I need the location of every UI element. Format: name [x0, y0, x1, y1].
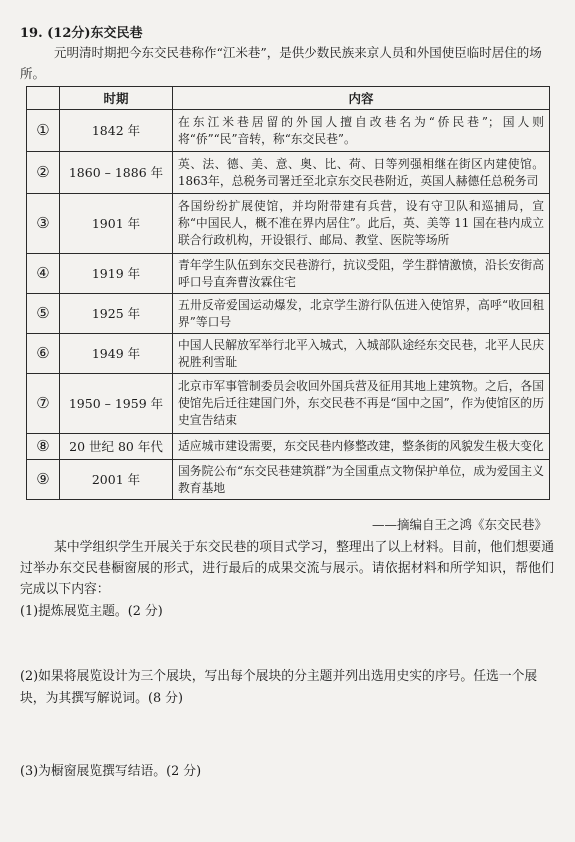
row-period: 1842 年 — [60, 110, 173, 152]
table-row — [27, 460, 550, 500]
row-period: 1949 年 — [60, 334, 173, 374]
source-citation: ——摘编自王之鸿《东交民巷》 — [371, 517, 547, 532]
row-content: 五卅反帝爱国运动爆发，北京学生游行队伍进入使馆界，高呼“收回租界”等口号 — [173, 294, 550, 334]
table-header-row — [27, 87, 550, 110]
header-content: 内容 — [173, 87, 550, 110]
subquestion-3: (3)为橱窗展览撰写结语。(2 分) — [20, 764, 202, 779]
row-period: 1901 年 — [60, 194, 173, 254]
row-content: 在东江米巷居留的外国人擅自改巷名为“侨民巷”；国人则将“侨”“民”音转，称“东交民巷”。 — [173, 110, 550, 152]
row-number: ④ — [27, 254, 60, 294]
question-intro: 元明清时期把今东交民巷称作“江米巷”，是供少数民族来京人员和外国使臣临时居住的场所。 — [20, 45, 542, 81]
row-content: 各国纷纷扩展使馆，并均附带建有兵营，设有守卫队和巡捕局，宣称“中国民人，概不准在界内居住”。此后，英、美等 11 国在巷内成立联合行政机构，开设银行、邮局、教堂、医院等场所 — [173, 194, 550, 254]
table-row — [27, 152, 550, 194]
header-period: 时期 — [60, 87, 173, 110]
question-header: 19. (12分)东交民巷 — [20, 26, 143, 41]
row-period: 2001 年 — [60, 460, 173, 500]
table-row — [27, 110, 550, 152]
task-description: 某中学组织学生开展关于东交民巷的项目式学习，整理出了以上材料。目前，他们想要通过举办东交民巷橱窗展的形式，进行最后的成果交流与展示。请依据材料和所学知识，帮他们完成以下内容： — [20, 540, 554, 597]
table-row — [27, 194, 550, 254]
row-period: 1925 年 — [60, 294, 173, 334]
row-number: ⑦ — [27, 374, 60, 434]
row-period: 20 世纪 80 年代 — [60, 434, 173, 460]
row-number: ⑨ — [27, 460, 60, 500]
row-number: ⑤ — [27, 294, 60, 334]
row-period: 1950 – 1959 年 — [60, 374, 173, 434]
row-number: ① — [27, 110, 60, 152]
row-content: 北京市军事管制委员会收回外国兵营及征用其地上建筑物。之后，各国使馆先后迁往建国门外，东交民巷不再是“国中之国”，作为使馆区的历史宣告结束 — [173, 374, 550, 434]
subquestion-1: (1)提炼展览主题。(2 分) — [20, 604, 163, 619]
table-row — [27, 254, 550, 294]
header-number — [27, 87, 60, 110]
row-content: 青年学生队伍到东交民巷游行，抗议受阻，学生群情激愤，沿长安街高呼口号直奔曹汝霖住宅 — [173, 254, 550, 294]
row-number: ⑥ — [27, 334, 60, 374]
row-number: ③ — [27, 194, 60, 254]
table-row — [27, 334, 550, 374]
row-content: 中国人民解放军举行北平入城式，入城部队途经东交民巷，北平人民庆祝胜利雪耻 — [173, 334, 550, 374]
row-content: 英、法、德、美、意、奥、比、荷、日等列强相继在街区内建使馆。1863年，总税务司署迁至北京东交民巷附近，英国人赫德任总税务司 — [173, 152, 550, 194]
row-period: 1860 – 1886 年 — [60, 152, 173, 194]
row-period: 1919 年 — [60, 254, 173, 294]
row-content: 国务院公布“东交民巷建筑群”为全国重点文物保护单位，成为爱国主义教育基地 — [173, 460, 550, 500]
row-number: ⑧ — [27, 434, 60, 460]
subquestion-2: (2)如果将展览设计为三个展块，写出每个展块的分主题并列出选用史实的序号。任选一个展块，为其撰写解说词。(8 分) — [20, 669, 538, 706]
table-row — [27, 434, 550, 460]
row-number: ② — [27, 152, 60, 194]
history-table — [26, 86, 550, 500]
table-row — [27, 374, 550, 434]
row-content: 适应城市建设需要，东交民巷内修整改建，整条街的风貌发生极大变化 — [173, 434, 550, 460]
table-row — [27, 294, 550, 334]
